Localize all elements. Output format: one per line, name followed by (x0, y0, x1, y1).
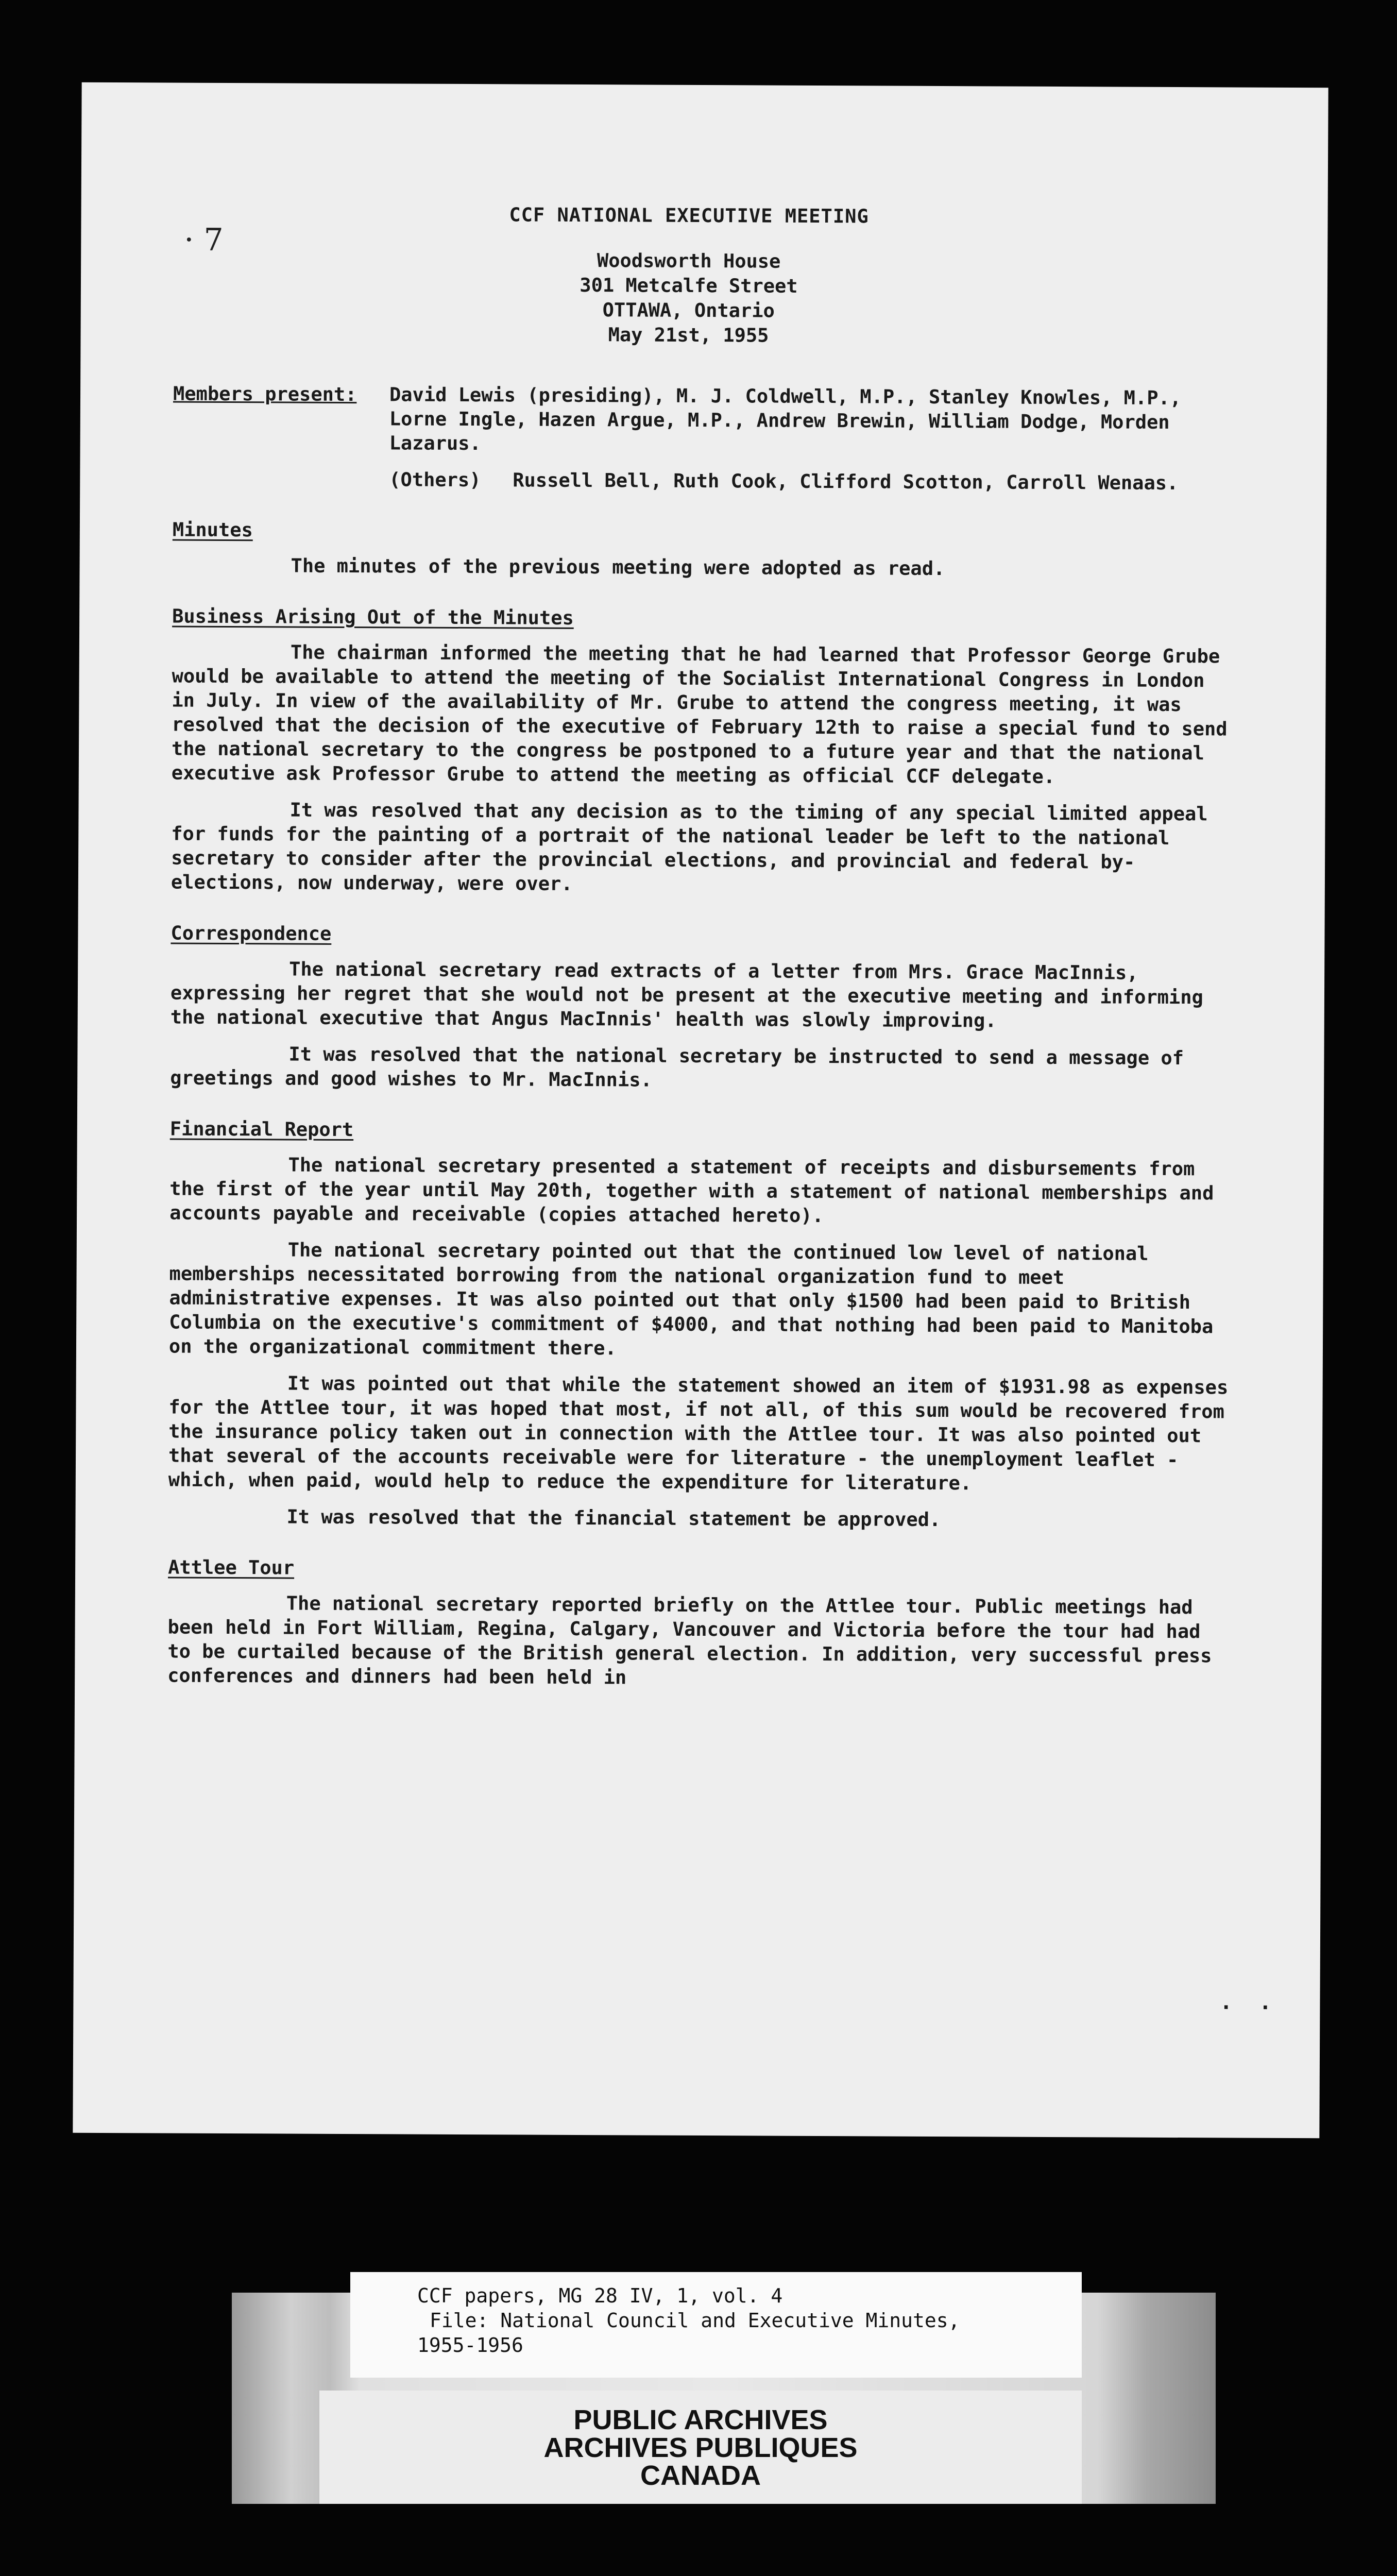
location-line: 301 Metcalfe Street (580, 274, 798, 297)
location-line: OTTAWA, Ontario (602, 299, 775, 322)
archive-reference-label (350, 2272, 1082, 2378)
others-label: (Others) (389, 468, 481, 492)
section (167, 1555, 1229, 1692)
stamp-line-english: PUBLIC ARCHIVES (573, 2404, 828, 2435)
archive-stamp (319, 2406, 1082, 2489)
archive-reference-line: CCF papers, MG 28 IV, 1, vol. 4 (417, 2284, 783, 2307)
document-page (73, 82, 1328, 2139)
section-paragraph: The national secretary pointed out that the continued low level of national memberships necessitated borrowing from the national organization fund to meet administrative expenses. It was also pointed out that only $1500 had been paid to British Columbia on the executive's commitment of $4000, and that nothing had been paid to Manitoba on the organizational commitment there. (168, 1239, 1214, 1360)
section-paragraph: The minutes of the previous meeting were adopted as read. (291, 554, 945, 580)
section-heading: Attlee Tour (168, 1556, 295, 1579)
continuation-dots: . . (1220, 1990, 1279, 2014)
section (170, 921, 1232, 1095)
archive-years-line: 1955-1956 (417, 2334, 523, 2357)
document-content (167, 201, 1235, 1705)
section-heading: Business Arising Out of the Minutes (172, 605, 574, 629)
members-label: Members present: (173, 382, 357, 406)
members-block (173, 382, 1234, 496)
section-heading: Minutes (172, 518, 253, 541)
section-paragraph: The national secretary read extracts of a letter from Mrs. Grace MacInnis, expressing her regret that she would not be present at the executive meeting and informing the national executive that Angus MacInnis' health was slowly improving. (170, 958, 1203, 1032)
section-paragraph: The chairman informed the meeting that he had learned that Professor George Grube would be available to attend the meeting of the Socialist International Congress in London in July. In view of the availability of Mr. Grube to attend the congress meeting, it was resolved that the decision of the executive of February 12th to raise a special fund to send the national secretary to the congress be postponed to a future year and that the national executive ask Professor Grube to attend the meeting as official CCF delegate. (171, 641, 1228, 788)
members-list: David Lewis (presiding), M. J. Coldwell, M.P., Stanley Knowles, M.P., Lorne Ingle, Hazen Argue, M.P., Andrew Brewin, William Dodge, Morden Lazarus. (389, 383, 1182, 455)
stamp-line-french: ARCHIVES PUBLIQUES (543, 2432, 858, 2463)
section-paragraph: It was resolved that any decision as to the timing of any special limited appeal for funds for the painting of a portrait of the national leader be left to the national secretary to consider after the provincial elections, and provincial and federal by-elections, now underway, were over. (171, 799, 1208, 895)
archive-file-line: File: National Council and Executive Minutes, (430, 2309, 960, 2332)
location-line: Woodsworth House (597, 249, 781, 273)
section-paragraph: It was pointed out that while the statement showed an item of $1931.98 as expenses for the Attlee tour, it was hoped that most, if not all, of this sum would be recovered from the insurance policy taken out in connection with the Attlee tour. It was also pointed out that several of the accounts receivable were for literature - the unemployment leaflet - which, when paid, would help to reduce the expenditure for literature. (168, 1372, 1229, 1495)
document-title: CCF NATIONAL EXECUTIVE MEETING (509, 204, 869, 228)
others-block (389, 467, 1234, 495)
others-list: Russell Bell, Ruth Cook, Clifford Scotton, Carroll Wenaas. (513, 469, 1179, 495)
section-paragraph: It was resolved that the financial statement be approved. (286, 1505, 941, 1531)
stamp-line-country: CANADA (640, 2460, 761, 2491)
section-paragraph: It was resolved that the national secretary be instructed to send a message of greetings and good wishes to Mr. MacInnis. (170, 1043, 1184, 1091)
section (173, 518, 1234, 582)
section-paragraph: The national secretary presented a statement of receipts and disbursements from the first of the year until May 20th, together with a statement of national memberships and accounts payable and receivable (copies attached hereto). (169, 1154, 1214, 1227)
section-paragraph: The national secretary reported briefly on the Attlee tour. Public meetings had been held in Fort William, Regina, Calgary, Vancouver and Victoria before the tour had had to be curtailed because of the British general election. In addition, very successful press conferences and dinners had been held in (167, 1592, 1212, 1689)
meeting-date: May 21st, 1955 (608, 324, 769, 347)
document-header (328, 202, 1049, 349)
pen-mark: · 7 (184, 222, 224, 258)
section (168, 1117, 1231, 1533)
section-heading: Financial Report (169, 1117, 354, 1141)
section (171, 604, 1233, 899)
section-heading: Correspondence (171, 922, 332, 945)
minutes-sections (167, 518, 1234, 1692)
